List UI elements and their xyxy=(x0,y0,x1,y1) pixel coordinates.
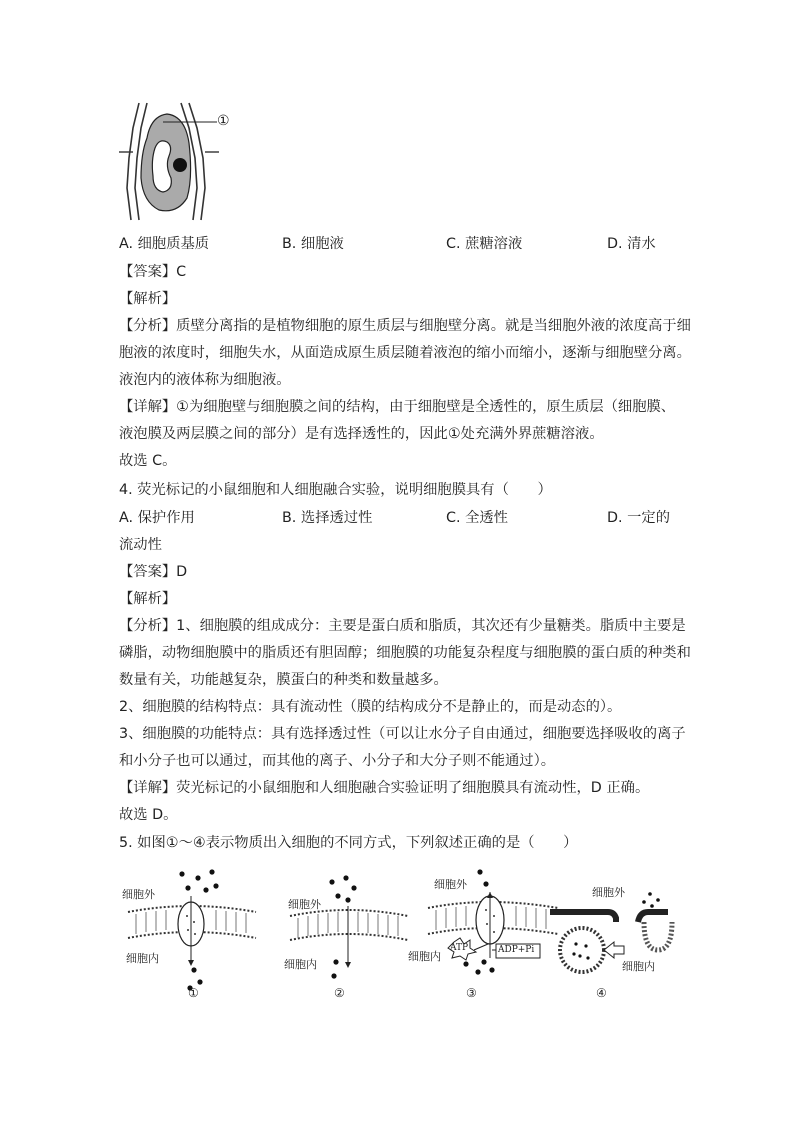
analysis-text: 【分析】1、细胞膜的组成成分：主要是蛋白质和脂质，其次还有少量糖类。脂质中主要是 xyxy=(119,618,686,634)
transport-figure-2 xyxy=(278,866,418,1006)
question-stem: 5. 如图①～④表示物质出入细胞的不同方式，下列叙述正确的是（ ） xyxy=(119,835,578,851)
atp-label: ATP xyxy=(450,943,469,953)
answer-label: 【答案】D xyxy=(119,564,188,580)
inside-label: 细胞内 xyxy=(284,958,317,971)
option-c: C. 全透性 xyxy=(446,510,508,526)
figure-number: ② xyxy=(334,986,345,1000)
transport-figure-4 xyxy=(548,866,678,1006)
detail-text: 【详解】荧光标记的小鼠细胞和人细胞融合实验证明了细胞膜具有流动性，D 正确。 xyxy=(119,780,650,796)
figure-number: ③ xyxy=(466,986,477,1000)
answer-label: 【答案】C xyxy=(119,264,187,280)
inside-label: 细胞内 xyxy=(622,960,655,973)
option-d: D. 一定的 xyxy=(607,510,670,526)
transport-figure-3 xyxy=(408,862,568,1006)
option-a: A. 保护作用 xyxy=(119,510,195,526)
option-b: B. 细胞液 xyxy=(282,236,344,252)
inside-label: 细胞内 xyxy=(408,950,441,963)
detail-text: 【详解】①为细胞壁与细胞膜之间的结构，由于细胞壁是全透性的，原生质层（细胞膜、 xyxy=(119,399,676,415)
option-c: C. 蔗糖溶液 xyxy=(446,236,523,252)
detail-text: 液泡膜及两层膜之间的部分）是有选择透性的，因此①处充满外界蔗糖溶液。 xyxy=(119,426,604,442)
analysis-text: 【分析】质壁分离指的是植物细胞的原生质层与细胞壁分离。就是当细胞外液的浓度高于细 xyxy=(119,318,691,334)
figure-number: ① xyxy=(188,986,199,1000)
option-b: B. 选择透过性 xyxy=(282,510,373,526)
conclusion-text: 故选 C。 xyxy=(119,453,177,469)
figure-number: ④ xyxy=(596,986,607,1000)
analysis-text: 胞液的浓度时，细胞失水，从面造成原生质层随着液泡的缩小而缩小，逐渐与细胞壁分离。 xyxy=(119,345,691,361)
outside-label: 细胞外 xyxy=(288,898,321,911)
analysis-text: 数量有关，功能越复杂，膜蛋白的种类和数量越多。 xyxy=(119,672,448,688)
analysis-text: 液泡内的液体称为细胞液。 xyxy=(119,372,291,388)
option-d-continued: 流动性 xyxy=(119,537,162,553)
outside-label: 细胞外 xyxy=(434,878,467,891)
outside-label: 细胞外 xyxy=(122,888,155,901)
question-stem: 4. 荧光标记的小鼠细胞和人细胞融合实验，说明细胞膜具有（ ） xyxy=(119,482,552,498)
transport-figure-1 xyxy=(116,866,266,1006)
analysis-title: 【解析】 xyxy=(119,591,177,607)
analysis-point-2: 2、细胞膜的结构特点：具有流动性（膜的结构成分不是静止的，而是动态的）。 xyxy=(119,699,622,715)
adp-label: ADP+Pi xyxy=(498,945,535,955)
analysis-point-3: 3、细胞膜的功能特点：具有选择透过性（可以让水分子自由通过，细胞要选择吸收的离子 xyxy=(119,726,686,742)
outside-label: 细胞外 xyxy=(592,886,625,899)
plant-cell-figure xyxy=(119,98,249,228)
option-a: A. 细胞质基质 xyxy=(119,236,210,252)
analysis-point-3: 和小分子也可以通过，而其他的离子、小分子和大分子则不能通过）。 xyxy=(119,753,556,769)
option-d: D. 清水 xyxy=(607,236,656,252)
analysis-text: 磷脂，动物细胞膜中的脂质还有胆固醇；细胞膜的功能复杂程度与细胞膜的蛋白质的种类和 xyxy=(119,645,691,661)
conclusion-text: 故选 D。 xyxy=(119,807,178,823)
analysis-title: 【解析】 xyxy=(119,291,177,307)
figure-marker-label: ① xyxy=(217,113,230,129)
inside-label: 细胞内 xyxy=(126,952,159,965)
